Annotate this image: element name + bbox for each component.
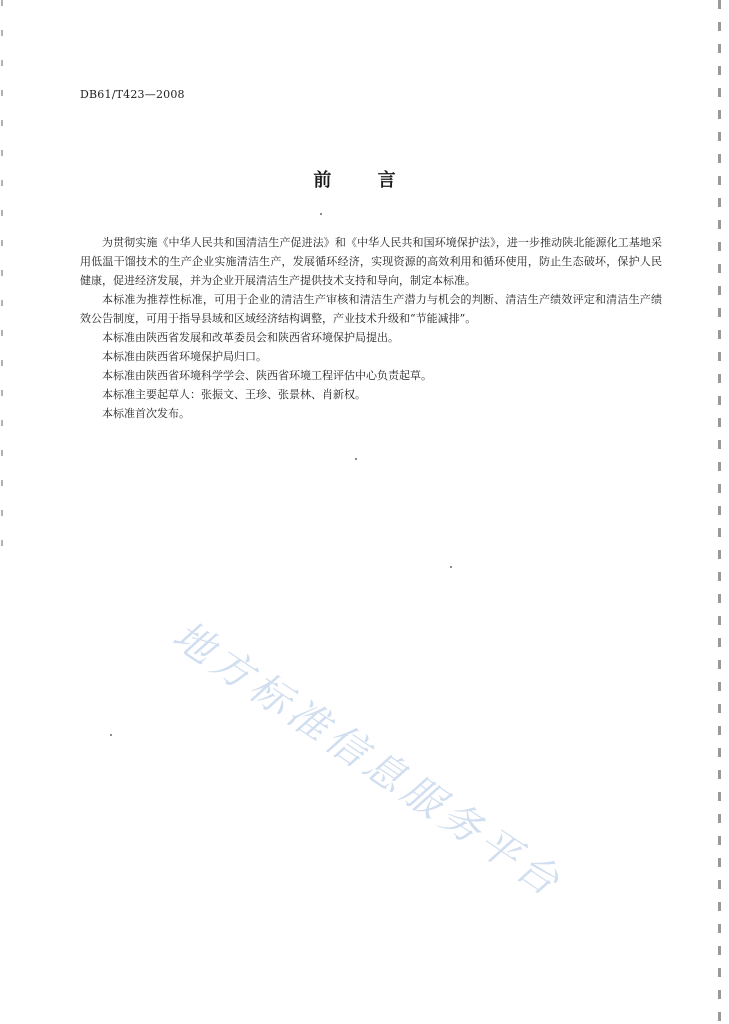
scan-speck [355,458,357,460]
paragraph: 本标准由陕西省环境保护局归口。 [102,350,267,363]
page-title: 前 言 [313,170,416,191]
scan-speck [450,566,452,568]
watermark: 地方标准信息服务平台 [164,612,572,908]
foreword-body [80,233,662,423]
paragraph: 本标准由陕西省环境科学学会、陕西省环境工程评估中心负责起草。 [102,369,432,382]
paragraph: 本标准首次发布。 [102,407,190,420]
scan-edge-left [1,0,3,560]
standard-number: DB61/T423—2008 [80,88,185,101]
paragraph: 本标准主要起草人：张振文、王珍、张景林、肖新权。 [102,388,366,401]
paragraph: 本标准由陕西省发展和改革委员会和陕西省环境保护局提出。 [102,331,399,344]
scan-speck [110,734,112,736]
scan-speck [320,213,322,215]
paragraph: 本标准为推荐性标准，可用于企业的清洁生产审核和清洁生产潜力与机会的判断、清洁生产绩效评定和清洁生产绩效公告制度，可用于指导县域和区域经济结构调整，产业技术升级和“节能减排”。 [80,293,662,325]
paragraph: 为贯彻实施《中华人民共和国清洁生产促进法》和《中华人民共和国环境保护法》，进一步推动陕北能源化工基地采用低温干馏技术的生产企业实施清洁生产，发展循环经济，实现资源的高效利用和循环使用，防止生态破坏，保护人民健康，促进经济发展，并为企业开展清洁生产提供技术支持和导向，制定本标准。 [80,236,662,287]
scan-edge-right [718,0,721,1024]
